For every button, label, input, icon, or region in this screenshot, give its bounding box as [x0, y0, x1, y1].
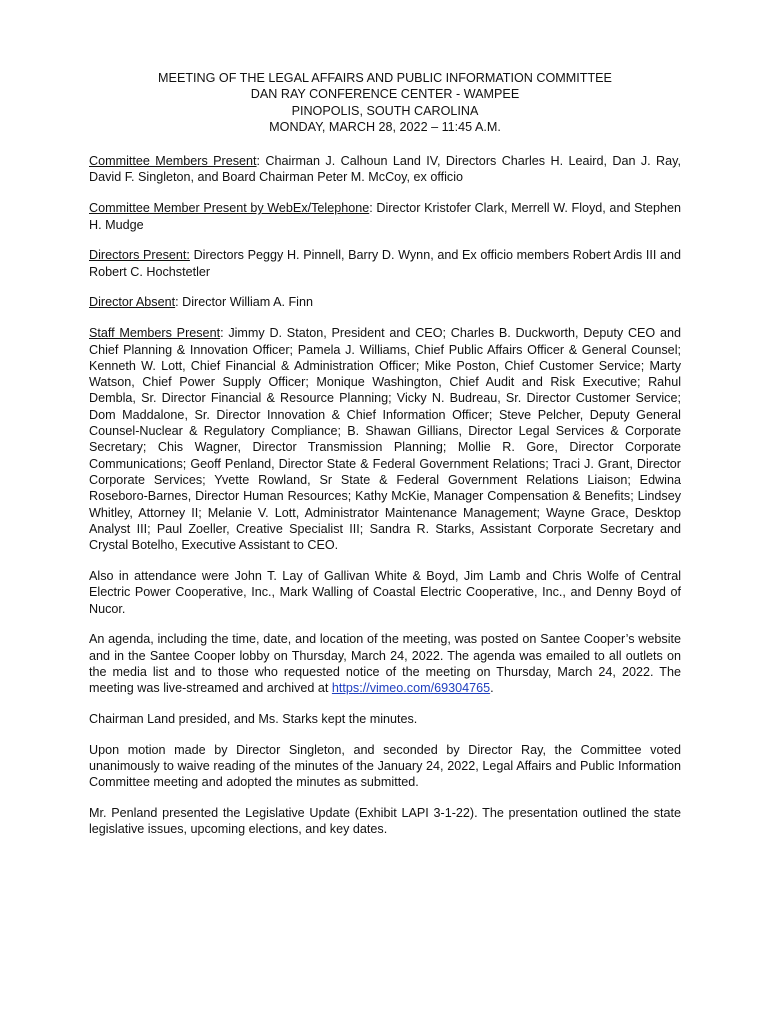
header-city: PINOPOLIS, SOUTH CAROLINA: [291, 103, 479, 118]
webex-members-paragraph: [89, 200, 681, 233]
members-present-text: : Chairman J. Calhoun Land IV, Directors Charles H. Leaird, Dan J. Ray, David F. Singleton, and Board Chairman Peter M. McCoy, ex officio: [89, 154, 681, 185]
agenda-paragraph: [89, 631, 681, 696]
director-absent-paragraph: [89, 294, 681, 310]
directors-present-text: Directors Peggy H. Pinnell, Barry D. Wynn, and Ex officio members Robert Ardis III and Robert C. Hochstetler: [89, 248, 682, 279]
directors-present-paragraph: [89, 247, 681, 280]
header-date: MONDAY, MARCH 28, 2022 – 11:45 A.M.: [269, 119, 501, 134]
header-location: DAN RAY CONFERENCE CENTER - WAMPEE: [250, 87, 520, 102]
staff-present-label: Staff Members Present: [89, 326, 221, 341]
header-title: MEETING OF THE LEGAL AFFAIRS AND PUBLIC INFORMATION COMMITTEE: [158, 71, 612, 85]
motion-paragraph: Upon motion made by Director Singleton, and seconded by Director Ray, the Committee voted unanimously to waive reading of the minutes of the January 24, 2022, Legal Affairs and Public Information Committee meeting and adopted the minutes as submitted.: [89, 742, 681, 790]
webex-members-label: Committee Member Present by WebEx/Telephone: [89, 201, 370, 216]
directors-present-label: Directors Present:: [89, 248, 190, 263]
meeting-header: [89, 70, 681, 135]
staff-present-text: : Jimmy D. Staton, President and CEO; Charles B. Duckworth, Deputy CEO and Chief Planning & Innovation Officer; Pamela J. Williams, Chief Public Affairs Officer & General Counsel; Kenneth W. Lott, Chief Financial & Administration Officer; Mike Poston, Chief Customer Service; Marty Watson, Chief Power Supply Officer; Monique Washington, Chief Audit and Risk Executive; Rahul Dembla, Sr. Director Financial & Resource Planning; Vicky N. Budreau, Sr. Director Customer Service; Dom Maddalone, Sr. Director Innovation & Chief Information Officer; Steve Pelcher, Deputy General Counsel-Nuclear & Regulatory Compliance; B. Shawan Gillians, Director Legal Services & Corporate Secretary; Chis Wagner, Director Transmission Planning; Mollie R. Gore, Director Corporate Communications; Geoff Penland, Director State & Federal Government Relations; Traci J. Grant, Director Corporate Services; Yvette Rowland, Sr State & Federal Government Relations Liaison; Edwina Roseboro-Barnes, Director Human Resources; Kathy McKie, Manager Compensation & Benefits; Lindsey Whitley, Attorney II; Melanie V. Lott, Administrator Maintenance Management; Wayne Grace, Desktop Analyst III; Paul Zoeller, Creative Specialist III; Sandra R. Starks, Assistant Corporate Secretary and Crystal Botelho, Executive Assistant to CEO.: [89, 326, 681, 553]
director-absent-label: Director Absent: [89, 295, 176, 310]
minutes-page: [89, 70, 681, 852]
webex-members-text: : Director Kristofer Clark, Merrell W. Floyd, and Stephen H. Mudge: [89, 201, 681, 232]
staff-present-paragraph: [89, 325, 681, 553]
legislative-paragraph: Mr. Penland presented the Legislative Update (Exhibit LAPI 3-1-22). The presentation outlined the state legislative issues, upcoming elections, and key dates.: [89, 806, 681, 837]
agenda-end: .: [490, 681, 494, 696]
members-present-paragraph: [89, 153, 681, 186]
agenda-text: An agenda, including the time, date, and location of the meeting, was posted on Santee Cooper’s website and in the Santee Cooper lobby on Thursday, March 24, 2022. The agenda was emailed to all outlets on the media list and to those who requested notice of the meeting on Thursday, March 24, 2022. The meeting was live-streamed and archived at: [89, 632, 681, 696]
vimeo-link[interactable]: https://vimeo.com/69304765: [331, 681, 491, 696]
members-present-label: Committee Members Present: [89, 154, 257, 169]
presided-paragraph: Chairman Land presided, and Ms. Starks kept the minutes.: [89, 712, 418, 726]
also-attendance-paragraph: Also in attendance were John T. Lay of Gallivan White & Boyd, Jim Lamb and Chris Wolfe of Central Electric Power Cooperative, Inc., Mark Walling of Coastal Electric Cooperative, Inc., and Denny Boyd of Nucor.: [89, 568, 681, 616]
director-absent-text: : Director William A. Finn: [175, 295, 313, 310]
